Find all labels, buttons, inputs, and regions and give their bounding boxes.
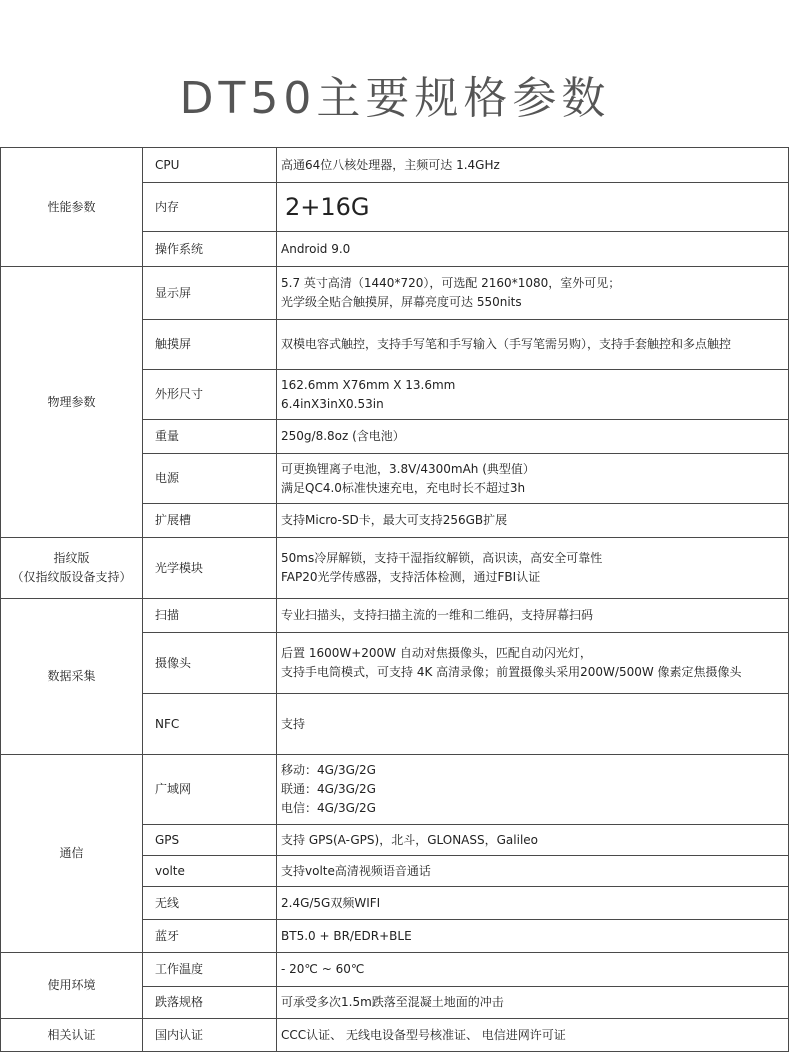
spec-value-line: Android 9.0: [281, 241, 351, 256]
spec-item-label: 蓝牙: [143, 920, 277, 953]
spec-value-line: 双模电容式触控，支持手写笔和手写输入（手写笔需另购），支持手套触控和多点触控: [281, 337, 732, 351]
category-label: 指纹版: [53, 551, 90, 565]
spec-value-line: 2+16G: [285, 193, 370, 221]
spec-row: [1, 267, 789, 320]
spec-item-label: 触摸屏: [143, 320, 277, 370]
spec-value-cell: [277, 599, 789, 633]
category-cell: [1, 148, 143, 267]
category-cell: [1, 953, 143, 1019]
spec-value-cell: [277, 953, 789, 987]
category-cell: [1, 267, 143, 538]
spec-value-cell: [277, 920, 789, 953]
spec-value-cell: [277, 1019, 789, 1052]
spec-row: [1, 148, 789, 183]
spec-value-cell: [277, 454, 789, 504]
spec-value-cell: [277, 148, 789, 183]
category-cell: [1, 755, 143, 953]
spec-value-line: 满足QC4.0标准快速充电，充电时长不超过3h: [281, 480, 526, 495]
spec-item-label: volte: [143, 856, 277, 887]
spec-value-cell: [277, 755, 789, 825]
spec-value-cell: [277, 856, 789, 887]
spec-value-line: 联通：4G/3G/2G: [281, 782, 376, 796]
spec-value-line: BT5.0 + BR/EDR+BLE: [281, 928, 412, 943]
spec-value-line: 光学级全贴合触摸屏，屏幕亮度可达 550nits: [281, 295, 522, 309]
spec-value-line: 移动：4G/3G/2G: [281, 763, 376, 777]
spec-value-cell: [277, 633, 789, 694]
spec-item-label: NFC: [143, 694, 277, 755]
spec-value-line: 支持: [281, 716, 306, 731]
category-label: 性能参数: [47, 199, 96, 214]
category-label: 使用环境: [47, 978, 96, 992]
spec-value-cell: [277, 825, 789, 856]
spec-value-cell: [277, 183, 789, 232]
category-label: 相关认证: [47, 1027, 96, 1042]
spec-value-line: FAP20光学传感器，支持活体检测，通过FBI认证: [281, 570, 541, 584]
spec-row: [1, 599, 789, 633]
category-cell: [1, 599, 143, 755]
spec-value-cell: [277, 420, 789, 454]
spec-value-cell: [277, 538, 789, 599]
spec-value-cell: [277, 887, 789, 920]
spec-table-body: [1, 148, 789, 1052]
category-label: 物理参数: [47, 394, 96, 409]
spec-value-line: 可承受多次1.5m跌落至混凝土地面的冲击: [281, 995, 504, 1009]
category-label: 通信: [59, 846, 84, 860]
spec-row: [1, 1019, 789, 1052]
spec-value-cell: [277, 370, 789, 420]
spec-value-line: 后置 1600W+200W 自动对焦摄像头，匹配自动闪光灯，: [281, 646, 592, 660]
spec-value-cell: [277, 987, 789, 1019]
spec-value-line: 专业扫描头，支持扫描主流的一维和二维码，支持屏幕扫码: [281, 608, 594, 622]
spec-item-label: 操作系统: [143, 232, 277, 267]
spec-value-line: 支持 GPS(A-GPS)，北斗，GLONASS，Galileo: [281, 832, 538, 847]
spec-item-label: 广域网: [143, 755, 277, 825]
spec-value-cell: [277, 232, 789, 267]
spec-value-line: 6.4inX3inX0.53in: [281, 396, 384, 411]
spec-value-line: - 20℃ ~ 60℃: [281, 962, 365, 976]
spec-value-line: 50ms冷屏解锁，支持干湿指纹解锁，高识读，高安全可靠性: [281, 551, 603, 565]
spec-value-cell: [277, 267, 789, 320]
spec-row: [1, 538, 789, 599]
category-cell: [1, 538, 143, 599]
spec-item-label: 工作温度: [143, 953, 277, 987]
spec-value-cell: [277, 320, 789, 370]
spec-value-line: 2.4G/5G双频WIFI: [281, 895, 381, 910]
spec-item-label: 扫描: [143, 599, 277, 633]
spec-item-label: 光学模块: [143, 538, 277, 599]
spec-row: [1, 953, 789, 987]
spec-item-label: 摄像头: [143, 633, 277, 694]
spec-item-label: 内存: [143, 183, 277, 232]
spec-item-label: CPU: [143, 148, 277, 183]
spec-value-line: 250g/8.8oz (含电池）: [281, 429, 405, 443]
spec-item-label: 国内认证: [143, 1019, 277, 1052]
spec-value-line: 可更换锂离子电池，3.8V/4300mAh (典型值）: [281, 461, 535, 476]
spec-value-line: 支持Micro-SD卡，最大可支持256GB扩展: [281, 513, 508, 527]
spec-item-label: 跌落规格: [143, 987, 277, 1019]
spec-value-cell: [277, 504, 789, 538]
spec-value-line: 支持手电筒模式，可支持 4K 高清录像；前置摄像头采用200W/500W 像素定焦摄像头: [281, 665, 742, 679]
spec-value-line: 高通64位八核处理器，主频可达 1.4GHz: [281, 157, 500, 172]
category-note: （仅指纹版设备支持）: [11, 570, 132, 584]
page-title: DT50主要规格参数: [179, 73, 611, 124]
spec-row: [1, 755, 789, 825]
category-label: 数据采集: [47, 669, 96, 683]
spec-value-cell: [277, 694, 789, 755]
spec-value-line: CCC认证、 无线电设备型号核准证、 电信进网许可证: [281, 1027, 566, 1042]
spec-table: [0, 147, 789, 1052]
spec-item-label: 显示屏: [143, 267, 277, 320]
spec-item-label: 电源: [143, 454, 277, 504]
spec-value-line: 电信：4G/3G/2G: [281, 801, 376, 815]
spec-value-line: 162.6mm X76mm X 13.6mm: [281, 377, 456, 392]
spec-item-label: 重量: [143, 420, 277, 454]
spec-item-label: 扩展槽: [143, 504, 277, 538]
spec-value-line: 5.7 英寸高清（1440*720），可选配 2160*1080，室外可见；: [281, 276, 621, 290]
spec-item-label: 外形尺寸: [143, 370, 277, 420]
spec-item-label: GPS: [143, 825, 277, 856]
spec-item-label: 无线: [143, 887, 277, 920]
category-cell: [1, 1019, 143, 1052]
spec-value-line: 支持volte高清视频语音通话: [281, 863, 431, 878]
